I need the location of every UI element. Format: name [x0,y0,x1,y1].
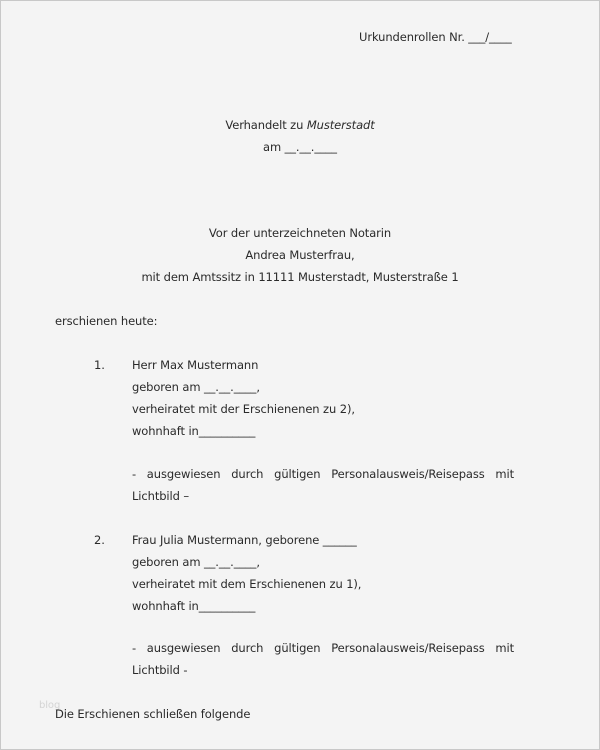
closing-line: Die Erschienen schließen folgende [55,707,251,721]
notary-intro: Vor der unterzeichneten Notarin [208,226,392,240]
party-2-number: 2. [94,533,105,547]
party-1-number: 1. [94,358,105,372]
party-1-married: verheiratet mit der Erschienenen zu 2), [132,402,355,416]
party-2-id-line2: Lichtbild - [132,663,188,677]
party-1-id-line1: - ausgewiesen durch gültigen Personalausweis/Reisepass mit [132,467,514,481]
deed-roll-number: Urkundenrollen Nr. ___/____ [359,30,512,44]
place-city: Musterstadt [306,118,375,132]
party-2-married: verheiratet mit dem Erschienenen zu 1), [132,577,362,591]
notary-office: mit dem Amtssitz in 11111 Musterstadt, Musterstraße 1 [141,270,459,284]
party-2-id-line1: - ausgewiesen durch gültigen Personalausweis/Reisepass mit [132,641,514,655]
notary-name: Andrea Musterfrau, [245,248,355,262]
watermark: blog [39,700,61,711]
place-line [1,118,599,132]
party-2-born: geboren am __.__.____, [132,555,260,569]
party-2-name: Frau Julia Mustermann, geborene ______ [132,533,357,547]
appeared-label: erschienen heute: [55,314,158,328]
party-1-residence: wohnhaft in__________ [132,424,256,438]
date-line: am __.__.____ [263,140,337,154]
place-prefix: Verhandelt zu [225,118,307,132]
party-1-born: geboren am __.__.____, [132,380,260,394]
party-2-residence: wohnhaft in__________ [132,599,256,613]
party-1-id-line2: Lichtbild – [132,489,190,503]
party-1-name: Herr Max Mustermann [132,358,259,372]
